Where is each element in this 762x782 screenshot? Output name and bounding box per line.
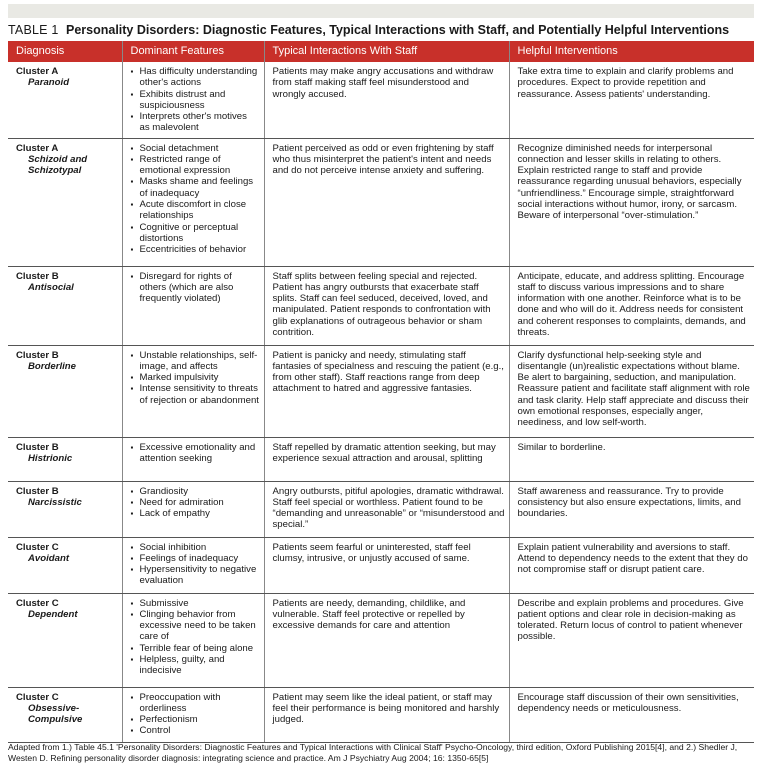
disorder-name: Avoidant [28, 552, 70, 564]
cluster-label: Cluster C [16, 597, 59, 609]
diagnosis-cell [8, 481, 122, 537]
diagnosis-cell [8, 537, 122, 593]
disorder-name: Histrionic [28, 452, 73, 464]
table-row [8, 345, 754, 437]
feature-item: ▪ Social inhibition [131, 542, 260, 553]
interventions-cell: Recognize diminished needs for interpersonal connection and lesser skills in relating to others. Explain restricted range to staff and provide reassurance regarding unusual behaviors, especially “unfriendliness.” Encourage simple, straightforward social interactions without humor, irony, or sarcasm. Beware of interpersonal “over-stimulation.” [509, 138, 754, 266]
table-title [8, 21, 754, 39]
feature-item: ▪ Need for admiration [131, 497, 260, 508]
feature-item: ▪ Terrible fear of being alone [131, 643, 260, 654]
disorder-name: Antisocial [28, 281, 74, 293]
features-cell [122, 593, 264, 687]
cluster-label: Cluster C [16, 541, 59, 553]
feature-item: ▪ Restricted range of emotional expression [131, 154, 260, 177]
features-cell [122, 537, 264, 593]
features-cell [122, 138, 264, 266]
table-heading: Personality Disorders: Diagnostic Features, Typical Interactions with Staff, and Potentially Helpful Interventions [65, 23, 730, 37]
feature-item: ▪ Lack of empathy [131, 508, 260, 519]
features-cell [122, 481, 264, 537]
feature-item: ▪ Interprets other's motives as malevolent [131, 111, 260, 134]
diagnosis-cell [8, 266, 122, 345]
features-cell [122, 62, 264, 138]
feature-item: ▪ Intense sensitivity to threats of rejection or abandonment [131, 383, 260, 406]
column-header-interventions: Helpful Interventions [509, 41, 754, 62]
interventions-cell: Take extra time to explain and clarify problems and procedures. Expect to provide repetition and reassurance. Assess patients' understanding. [509, 62, 754, 138]
interactions-cell: Patient may seem like the ideal patient, or staff may feel their performance is being monitored and harshly judged. [264, 687, 509, 742]
interventions-cell: Clarify dysfunctional help-seeking style and disentangle (un)realistic expectations without blame. Be alert to bargaining, seduction, and manipulation. Reassure patient and facilitate staff alignment with role and task clarity. Help staff appreciate and discuss their own emotional responses, especially anger, neediness, and low self-worth. [509, 345, 754, 437]
interventions-cell: Describe and explain problems and procedures. Give patient options and clear role in decision-making as tolerated. Return locus of control to patient whenever possible. [509, 593, 754, 687]
feature-item: ▪ Clinging behavior from excessive need to be taken care of [131, 609, 260, 643]
feature-item: ▪ Exhibits distrust and suspiciousness [131, 89, 260, 112]
feature-item: ▪ Masks shame and feelings of inadequacy [131, 176, 260, 199]
features-cell [122, 266, 264, 345]
feature-item: ▪ Control [131, 725, 260, 736]
feature-item: ▪ Has difficulty understanding other's actions [131, 66, 260, 89]
interactions-cell: Angry outbursts, pitiful apologies, dramatic withdrawal. Staff feel special or worthless. Patient found to be “demanding and unreasonable” or “misunderstood and special.” [264, 481, 509, 537]
diagnosis-cell [8, 62, 122, 138]
disorder-name: Obsessive-Compulsive [28, 702, 83, 726]
features-list [131, 486, 260, 520]
features-list [131, 271, 260, 305]
features-list [131, 66, 260, 134]
features-cell [122, 687, 264, 742]
diagnosis-cell [8, 593, 122, 687]
feature-item: ▪ Unstable relationships, self-image, and affects [131, 350, 260, 373]
table-row [8, 62, 754, 138]
features-list [131, 350, 260, 406]
table-row [8, 266, 754, 345]
features-list [131, 692, 260, 737]
feature-item: ▪ Perfectionism [131, 714, 260, 725]
features-cell [122, 437, 264, 481]
feature-item: ▪ Submissive [131, 598, 260, 609]
interactions-cell: Patient is panicky and needy, stimulating staff fantasies of specialness and rescuing the patient (e.g., from other staff). Staff reactions range from deep attachment to hatred and aggressive fantasies. [264, 345, 509, 437]
interventions-cell: Staff awareness and reassurance. Try to provide consistency but also ensure expectations, limits, and boundaries. [509, 481, 754, 537]
feature-item: ▪ Hypersensitivity to negative evaluation [131, 564, 260, 587]
top-bar [8, 4, 754, 18]
cluster-label: Cluster B [16, 485, 59, 497]
column-header-diagnosis: Diagnosis [8, 41, 122, 62]
feature-item: ▪ Eccentricities of behavior [131, 244, 260, 255]
table-row [8, 593, 754, 687]
interactions-cell: Patient perceived as odd or even frightening by staff who thus misinterpret the patient's intent and needs and do not perceive intense anxiety and suffering. [264, 138, 509, 266]
personality-disorders-table [8, 41, 754, 743]
disorder-name: Paranoid [28, 77, 70, 89]
diagnosis-cell [8, 345, 122, 437]
features-list [131, 598, 260, 677]
table-body [8, 62, 754, 742]
features-list [131, 143, 260, 256]
feature-item: ▪ Marked impulsivity [131, 372, 260, 383]
cluster-label: Cluster B [16, 349, 59, 361]
feature-item: ▪ Excessive emotionality and attention seeking [131, 442, 260, 465]
table-row [8, 138, 754, 266]
interactions-cell: Patients seem fearful or uninterested, staff feel clumsy, intrusive, or unjustly accused of same. [264, 537, 509, 593]
cluster-label: Cluster A [16, 142, 59, 154]
features-list [131, 542, 260, 587]
diagnosis-cell [8, 437, 122, 481]
cluster-label: Cluster B [16, 441, 59, 453]
feature-item: ▪ Feelings of inadequacy [131, 553, 260, 564]
interventions-cell: Similar to borderline. [509, 437, 754, 481]
features-cell [122, 345, 264, 437]
cluster-label: Cluster C [16, 691, 59, 703]
feature-item: ▪ Acute discomfort in close relationships [131, 199, 260, 222]
feature-item: ▪ Cognitive or perceptual distortions [131, 222, 260, 245]
disorder-name: Narcissistic [28, 496, 82, 508]
feature-item: ▪ Social detachment [131, 143, 260, 154]
interventions-cell: Encourage staff discussion of their own sensitivities, dependency needs or meticulousness. [509, 687, 754, 742]
table-row [8, 437, 754, 481]
interactions-cell: Staff repelled by dramatic attention seeking, but may experience sexual attraction and arousal, splitting [264, 437, 509, 481]
feature-item: ▪ Grandiosity [131, 486, 260, 497]
cluster-label: Cluster A [16, 66, 59, 77]
footnote: Adapted from 1.) Table 45.1 'Personality Disorders: Diagnostic Features and Typical Interactions with Clinical Staff' Psycho-Oncology, third edition, Oxford Publishing 2015[4], and 2.) Shedler J, Westen D. Refining personality disorder diagnosis: integrating science and practice. Am J Psychiatry Aug 2004; 16: 1350-65[5] [8, 742, 738, 763]
cluster-label: Cluster B [16, 270, 59, 282]
features-list [131, 442, 260, 465]
column-header-interactions: Typical Interactions With Staff [264, 41, 509, 62]
table-label: TABLE 1 [8, 23, 59, 37]
table-row [8, 687, 754, 742]
column-header-features: Dominant Features [122, 41, 264, 62]
interactions-cell: Patients are needy, demanding, childlike, and vulnerable. Staff feel protective or repelled by excessive demands for care and attention [264, 593, 509, 687]
interventions-cell: Explain patient vulnerability and aversions to staff. Attend to dependency needs to the extent that they do not compromise staff or disrupt patient care. [509, 537, 754, 593]
disorder-name: Schizoid and Schizotypal [28, 153, 88, 177]
header-row [8, 41, 754, 62]
diagnosis-cell [8, 687, 122, 742]
diagnosis-cell [8, 138, 122, 266]
table-row [8, 481, 754, 537]
feature-item: ▪ Preoccupation with orderliness [131, 692, 260, 715]
interactions-cell: Patients may make angry accusations and withdraw from staff making staff feel misunderstood and wrongly accused. [264, 62, 509, 138]
feature-item: ▪ Helpless, guilty, and indecisive [131, 654, 260, 677]
table-row [8, 537, 754, 593]
feature-item: ▪ Disregard for rights of others (which are also frequently violated) [131, 271, 260, 305]
disorder-name: Dependent [28, 608, 78, 620]
disorder-name: Borderline [28, 360, 76, 372]
interactions-cell: Staff splits between feeling special and rejected. Patient has angry outbursts that exacerbate staff splits. Staff can feel seduced, deceived, loved, and manipulated. Patient responds to confrontation with glib explanations of outrageous behavior or sham contrition. [264, 266, 509, 345]
interventions-cell: Anticipate, educate, and address splitting. Encourage staff to discuss various impressions and to share information with one another. Reinforce what is to be done and who will do it. Address needs for consistent and coherent responses to complaints, demands, and threats. [509, 266, 754, 345]
